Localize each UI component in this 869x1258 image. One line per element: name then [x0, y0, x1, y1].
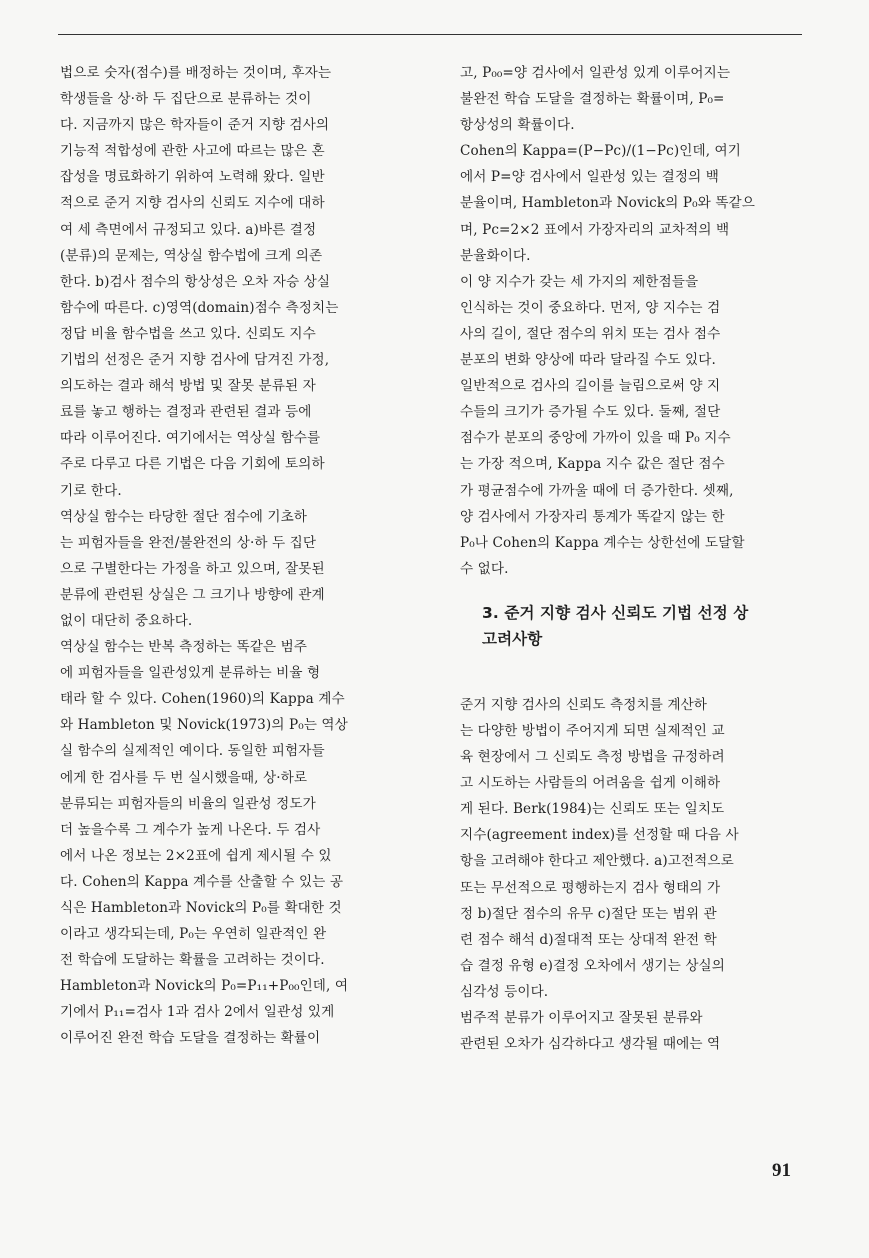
right-column: [460, 60, 805, 1057]
paragraph: 이 양 지수가 갖는 세 가지의 제한점들을 인식하는 것이 중요하다. 먼저, 양 지수는 검 사의 길이, 절단 점수의 위치 또는 검사 점수 분포의 변화 양상에 따라 달라질 수도 있다. 일반적으로 검사의 길이를 늘림으로써 양 지 수들의 크기가 증가될 수도 있다. 둘째, 절단 점수가 분포의 중앙에 가까이 있을 때 P₀ 지수 는 가장 적으며, Kappa 지수 값은 절단 점수 가 평균점수에 가까울 때에 더 증가한다. 셋째, 양 검사에서 가장자리 통계가 똑같지 않는 한 P₀나 Cohen의 Kappa 계수는 상한선에 도달할 수 없다.: [460, 273, 745, 577]
paragraph: 범주적 분류가 이루어지고 잘못된 분류와 관련된 오차가 심각하다고 생각될 때에는 역: [460, 1010, 721, 1053]
paragraph: 법으로 숫자(점수)를 배정하는 것이며, 후자는 학생들을 상·하 두 집단으로 분류하는 것이 다. 지금까지 많은 학자들이 준거 지향 검사의 기능적 적합성에 관한 사고에 따르는 많은 혼 잡성을 명료화하기 위하여 노력해 왔다. 일반 적으로 준거 지향 검사의 신뢰도 지수에 대하 여 세 측면에서 규정되고 있다. a)바른 결정 (분류)의 문제는, 역상실 함수법에 크게 의존 한다. b)검사 점수의 항상성은 오차 자승 상실 함수에 따른다. c)영역(domain)점수 측정치는 정답 비율 함수법을 쓰고 있다. 신뢰도 지수 기법의 선정은 준거 지향 검사에 담겨진 가정, 의도하는 결과 해석 방법 및 잘못 분류된 자 료를 놓고 행하는 결정과 관련된 결과 등에 따라 이루어진다. 여기에서는 역상실 함수를 주로 다루고 다른 기법은 다음 기회에 토의하 기로 한다.: [60, 65, 339, 499]
paragraph: 준거 지향 검사의 신뢰도 측정치를 계산하 는 다양한 방법이 주어지게 되면 실제적인 교 육 현장에서 그 신뢰도 측정 방법을 규정하려 고 시도하는 사람들의 어려움을 쉽게 이해하 게 된다. Berk(1984)는 신뢰도 또는 일치도 지수(agreement index)를 선정할 때 다음 사 항을 고려해야 한다고 제안했다. a)고전적으로 또는 무선적으로 평행하는지 검사 형태의 가 정 b)절단 점수의 유무 c)절단 또는 범위 관 련 점수 해석 d)절대적 또는 상대적 완전 학 습 결정 유형 e)결정 오차에서 생기는 상실의 심각성 등이다.: [460, 696, 739, 1000]
paragraph: Cohen의 Kappa=(P−Pc)/(1−Pc)인데, 여기 에서 P=양 검사에서 일관성 있는 결정의 백 분율이며, Hambleton과 Novick의 P₀와 똑같으 며, Pc=2×2 표에서 가장자리의 교차적의 백 분율화이다.: [460, 143, 756, 264]
page-number: 91: [772, 1160, 791, 1181]
paragraph: 역상실 함수는 타당한 절단 점수에 기초하 는 피험자들을 완전/불완전의 상·하 두 집단 으로 구별한다는 가정을 하고 있으며, 잘못된 분류에 관련된 상실은 그 크기나 방향에 관계 없이 대단히 중요하다.: [60, 508, 325, 629]
left-column: [60, 60, 405, 1052]
header-rule: [58, 34, 802, 35]
paragraph: 고, P₀₀=양 검사에서 일관성 있게 이루어지는 불완전 학습 도달을 결정하는 확률이며, P₀= 항상성의 확률이다.: [460, 65, 731, 134]
paragraph: 역상실 함수는 반복 측정하는 똑같은 범주 에 피험자들을 일관성있게 분류하는 비율 형 태라 할 수 있다. Cohen(1960)의 Kappa 계수 와 Hambleton 및 Novick(1973)의 P₀는 역상 실 함수의 실제적인 예이다. 동일한 피험자들 에게 한 검사를 두 번 실시했을때, 상·하로 분류되는 피험자들의 비율의 일관성 정도가 더 높을수록 그 계수가 높게 나온다. 두 검사 에서 나온 정보는 2×2표에 쉽게 제시될 수 있 다. Cohen의 Kappa 계수를 산출할 수 있는 공 식은 Hambleton과 Novick의 P₀를 확대한 것 이라고 생각되는데, P₀는 우연히 일관적인 완 전 학습에 도달하는 확률을 고려하는 것이다. Hambleton과 Novick의 P₀=P₁₁+P₀₀인데, 여 기에서 P₁₁=검사 1과 검사 2에서 일관성 있게 이루어진 완전 학습 도달을 결정하는 확률이: [60, 639, 349, 1047]
section-heading: 3. 준거 지향 검사 신뢰도 기법 선정 상 고려사항: [482, 603, 749, 648]
